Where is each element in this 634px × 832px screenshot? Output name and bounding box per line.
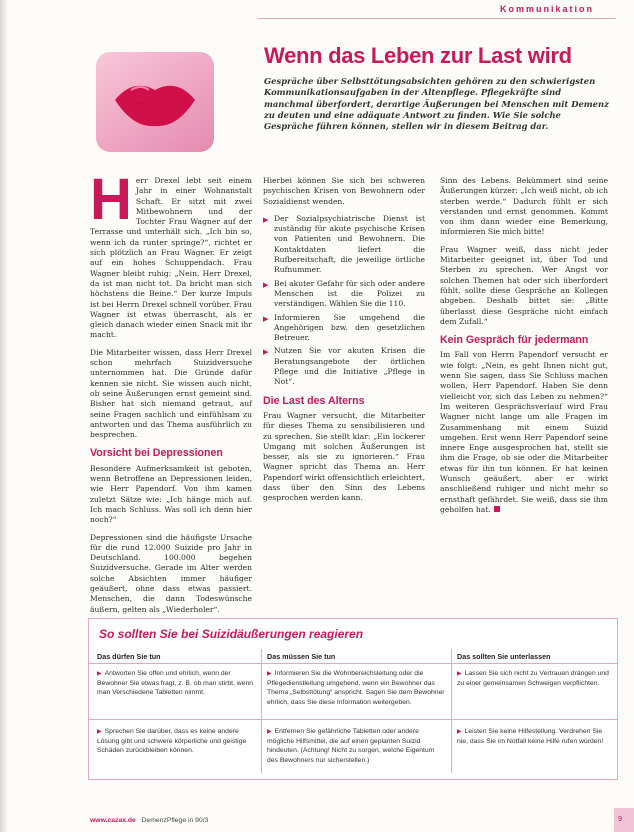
footer-url[interactable]: www.cazax.de [90,817,136,824]
column-divider [451,649,452,773]
paragraph: Depressionen sind die häufigste Ursache für die rund 12.000 Suizide pro Jahr in Deutschland. 100.000 begehen Suizidversuche. Gerade im Alter werden solche Absichten immer häufiger geäußert, ohne dass etwas passiert. Menschen, die dann Todeswünsche äußern, gelten als „Wiederholer“. [90,532,252,614]
section-kicker: Kommunikation [499,4,594,14]
article-lead: Gespräche über Selbsttötungsabsichten gehören zu den schwierigsten Kommunikationsaufgaben in der Altenpflege. Pflegekräfte sind manchmal überfordert, derartige Äußerungen bei Menschen mit Demenz zu deuten und eine adäquate Antwort zu finden. Wie Sie solche Gespräche führen können, stellen wir in diesem Beitrag dar. [264,76,609,132]
info-box [88,618,618,780]
column-divider [261,649,262,773]
list-item: ▶ Nutzen Sie vor akuten Krisen die Beratungsangebote der örtlichen Pflege und die Initiative „Pflege in Not“. [263,346,425,387]
col-header-avoid: Das sollten Sie unterlassen [457,652,551,661]
triangle-bullet-icon: ▶ [97,671,102,677]
table-cell: ▶ Leisten Sie keine Hilfestellung. Verdrehen Sie nie, dass Sie im Notfall keine Hilfe rufen würden! [457,728,604,746]
list-item: ▶ Bei akuter Gefahr für sich oder andere Menschen ist die Polizei zu verständigen. Wählen Sie die 110. [263,278,425,309]
text-column-3 [440,176,608,522]
table-cell: ▶ Entfernen Sie gefährliche Tabletten oder andere mögliche Hilfsmittel, die auf einen geplanten Suizid hindeuten. (Achtung! Nicht zu sorgen, welche Eigentum des Bewohners nur sicherstellen.) [267,728,435,764]
help-list [263,214,425,388]
triangle-bullet-icon: ▶ [263,280,269,289]
list-item: ▶ Der Sozialpsychiatrische Dienst ist zuständig für akute psychische Krisen von Patienten und Bewohnern. Die Kontaktdaten liefert die Rufbereitschaft, die jeweilige örtliche Rufnummer. [263,213,425,275]
paragraph: Die Mitarbeiter wissen, dass Herr Drexel schon mehrfach Suizidversuche unternommen hat. Die Gründe dafür kennen sie nicht. Sie wissen auch nicht, ob seine Äußerungen ernst gemeint sind. Bisher hat sich niemand getraut, auf seine Fragen sachlich und einfühlsam zu antworten und das Thema ausführlich zu besprechen. [90,347,252,440]
paragraph: Frau Wagner weiß, dass nicht jeder Mitarbeiter geeignet ist, über Tod und Sterben zu sprechen. Wer Angst vor solchen Themen hat oder sich überfordert fühlt, sollte diese Gespräche an Kollegen abgeben. Deshalb bittet sie: „Bitte überlasst diese Gespräche nicht einfach dem Zufall.“ [440,244,608,326]
subheading-kein: Kein Gespräch für jedermann [440,334,589,347]
article-title: Wenn das Leben zur Last wird [264,43,572,68]
list-item: ▶ Informieren Sie umgehend die Angehörigen bzw. den gesetzlichen Betreuer. [263,312,425,343]
triangle-bullet-icon: ▶ [97,729,102,735]
box-header-row [89,649,617,664]
box-title: So sollten Sie bei Suizidäußerungen reagieren [99,627,364,641]
end-mark-icon [494,506,500,512]
row-divider [89,719,617,720]
text-column-2 [263,176,425,511]
page-fold-shadow [0,0,8,832]
table-cell: ▶ Sprechen Sie darüber, dass es keine andere Lösung gibt und schwere körperliche und geistige Schäden zurückbleiben können. [97,728,247,755]
triangle-bullet-icon: ▶ [267,671,272,677]
table-cell: ▶ Informieren Sie die Wohnbereichsleitung oder die Pflegedienstleitung umgehend, wenn ein Bewohner das Thema „Selbsttötung“ anspricht. Sagen Sie dem Bewohner ehrlich, dass Sie diese Information weitergeben. [267,670,445,706]
triangle-bullet-icon: ▶ [267,729,272,735]
corner-tab [614,808,634,832]
paragraph: Frau Wagner versucht, die Mitarbeiter für dieses Thema zu sensibilisieren und zu sprechen. Sie stellt klar: „Ein lockerer Umgang mit solchen Äußerungen ist besser, als sie zu ignorieren.“ Frau Wagner spricht das Thema an. Herr Papendorf wirkt offensichtlich erleichtert, dass über den Sinn des Lebens gesprochen werden kann. [263,410,426,503]
triangle-bullet-icon: ▶ [263,314,269,323]
page-number: 9 [618,816,622,823]
col-header-allowed: Das dürfen Sie tun [97,652,161,661]
paragraph: Sinn des Lebens. Bekümmert sind seine Äußerungen kürzer: „Ich weiß nicht, ob ich sterben werde.“ Dadurch fühlt er sich verstanden und ernst genommen. Kommt von ihm dann wieder eine Bemerkung, informieren Sie mich bitte! [440,176,608,237]
subheading-last: Die Last des Alterns [263,394,365,407]
footer-magazine: DemenzPflege in 90/3 [141,817,209,824]
triangle-bullet-icon: ▶ [457,729,462,735]
col-header-must: Das müssen Sie tun [267,652,336,661]
intro-paragraph: Herr Drexel lebt seit einem Jahr in einer Wohnanstalt Schaft. Er sitzt mit zwei Mitbewohnern und der Tochter Frau Wagner auf der Terrasse und unterhält sich. „Ich bin so, wenn ich da runter springe?“, richtet er sich plötzlich an Frau Wagner. Er zeigt auf ein hohes Schuppendach. Frau Wagner bleibt ruhig: „Nein, Herr Drexel, da ist man nicht tot. Da bricht man sich höchstens die Beine.“ Der kurze Impuls ist bei Herrn Drexel schnell vorüber. Frau Wagner ist etwas überrascht, als er gleich danach wieder einen Snack mit ihr macht. [90,167,252,340]
kicker-rule [258,18,616,19]
footer [90,817,208,824]
paragraph: Besondere Aufmerksamkeit ist geboten, wenn Betroffene an Depressionen leiden, wie Herr Papendorf. Von ihm kamen zuletzt Sätze wie: „Ich hänge mich auf. Ich mach Schluss. Was soll ich denn hier noch?“ [90,463,252,525]
triangle-bullet-icon: ▶ [263,215,269,224]
lips-icon-tile [96,52,214,152]
subheading-depression: Vorsicht bei Depressionen [90,447,223,460]
triangle-bullet-icon: ▶ [263,348,269,357]
lips-icon [111,74,199,132]
triangle-bullet-icon: ▶ [457,671,462,677]
paragraph: Im Fall von Herrn Papendorf versucht er wie folgt: „Nein, es geht Ihnen nicht gut, wenn Sie sagen, dass Sie Schluss machen wollen, Herr Papendorf. Haben Sie denn vielleicht vor, sich das Leben zu nehmen?“ Im weiteren Gesprächsverlauf wird Frau Wagner nicht lange um alle Fragen im Zusammenhang mit einem Suizid umgehen. Erst wenn Herr Papendorf seine innere Enge ausgesprochen hat, stellt sie ihm die Frage, ob sie oder die Mitarbeiter etwas für ihn tun können. Er hat keinen Wunsch geäußert, aber er wirkt anschließend ruhiger und nicht mehr so ernsthaft gefährdet. Sie weiß, dass sie ihm geholfen hat. [440,350,608,514]
text-column-1 [90,167,252,622]
drop-cap: H [90,167,132,232]
table-cell: ▶ Lassen Sie sich nicht zu Vertrauen drängen und zu einer gemeinsamen Schweigen verpflichten. [457,670,609,688]
paragraph: Hierbei können Sie sich bei schweren psychischen Krisen von Bewohnern oder Sozialdienst wenden. [263,176,425,206]
table-cell: ▶ Antworten Sie offen und ehrlich, wenn der Bewohner Sie etwas fragt, z. B. ob man stirbt, wenn man Verschiedene Tabletten nimmt. [97,670,254,697]
